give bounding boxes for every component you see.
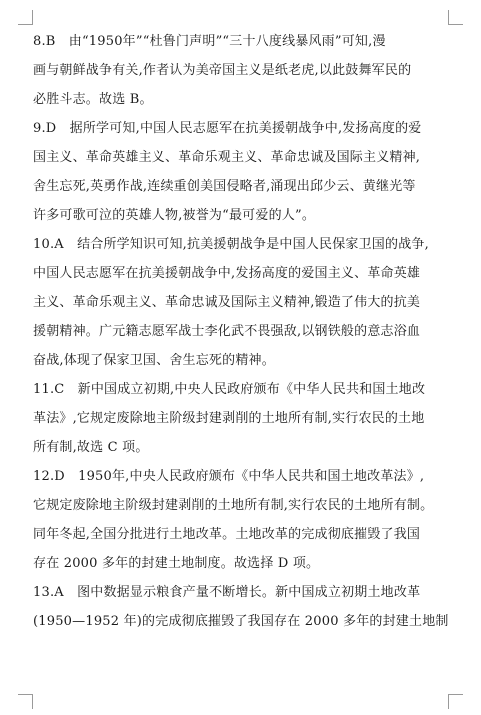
text-line: 舍生忘死,英勇作战,连续重创美国侵略者,涌现出邱少云、黄继光等 — [33, 179, 416, 194]
answer-9 — [33, 114, 453, 230]
text-line: 9.D 据所学可知,中国人民志愿军在抗美援朝战争中,发扬高度的爱 — [33, 121, 422, 136]
crop-mark-bottom-right — [448, 694, 463, 709]
crop-mark-top-right — [448, 10, 463, 25]
text-line: 所有制,故选 C 项。 — [33, 440, 149, 455]
text-line: 革法》,它规定废除地主阶级封建剥削的土地所有制,实行农民的土地 — [33, 411, 425, 426]
text-line: (1950—1952 年)的完成彻底摧毁了我国存在 2000 多年的封建土地制 — [33, 614, 449, 629]
text-line: 8.B 由“1950年”“杜鲁门声明”“三十八度线暴风雨”可知,漫 — [33, 34, 386, 49]
text-line: 13.A 图中数据显示粮食产量不断增长。新中国成立初期土地改革 — [33, 585, 421, 600]
text-line: 存在 2000 多年的封建土地制度。故选择 D 项。 — [33, 556, 320, 571]
text-line: 中国人民志愿军在抗美援朝战争中,发扬高度的爱国主义、革命英雄 — [33, 266, 421, 281]
text-line: 许多可歌可泣的英雄人物,被誉为“最可爱的人”。 — [33, 208, 316, 223]
text-line: 国主义、革命英雄主义、革命乐观主义、革命忠诚及国际主义精神, — [33, 150, 421, 165]
answer-10 — [33, 230, 453, 375]
crop-mark-top-left — [18, 10, 33, 25]
text-line: 画与朝鲜战争有关,作者认为美帝国主义是纸老虎,以此鼓舞军民的 — [33, 63, 412, 78]
text-line: 12.D 1950年,中央人民政府颁布《中华人民共和国土地改革法》, — [33, 469, 425, 484]
crop-mark-bottom-left — [18, 694, 33, 709]
answer-13 — [33, 578, 453, 636]
answer-12 — [33, 462, 453, 578]
text-line: 主义、革命乐观主义、革命忠诚及国际主义精神,锻造了伟大的抗美 — [33, 295, 421, 310]
answer-11 — [33, 375, 453, 462]
text-line: 它规定废除地主阶级封建剥削的土地所有制,实行农民的土地所有制。 — [33, 498, 434, 513]
text-line: 10.A 结合所学知识可知,抗美援朝战争是中国人民保家卫国的战争, — [33, 237, 429, 252]
text-line: 11.C 新中国成立初期,中央人民政府颁布《中华人民共和国土地改 — [33, 382, 426, 397]
text-line: 必胜斗志。故选 B。 — [33, 92, 153, 107]
answer-list — [33, 27, 453, 636]
text-line: 援朝精神。广元籍志愿军战士李化武不畏强敌,以钢铁般的意志浴血 — [33, 324, 421, 339]
answer-8 — [33, 27, 453, 114]
text-line: 奋战,体现了保家卫国、舍生忘死的精神。 — [33, 353, 275, 368]
text-line: 同年冬起,全国分批进行土地改革。土地改革的完成彻底摧毁了我国 — [33, 527, 421, 542]
